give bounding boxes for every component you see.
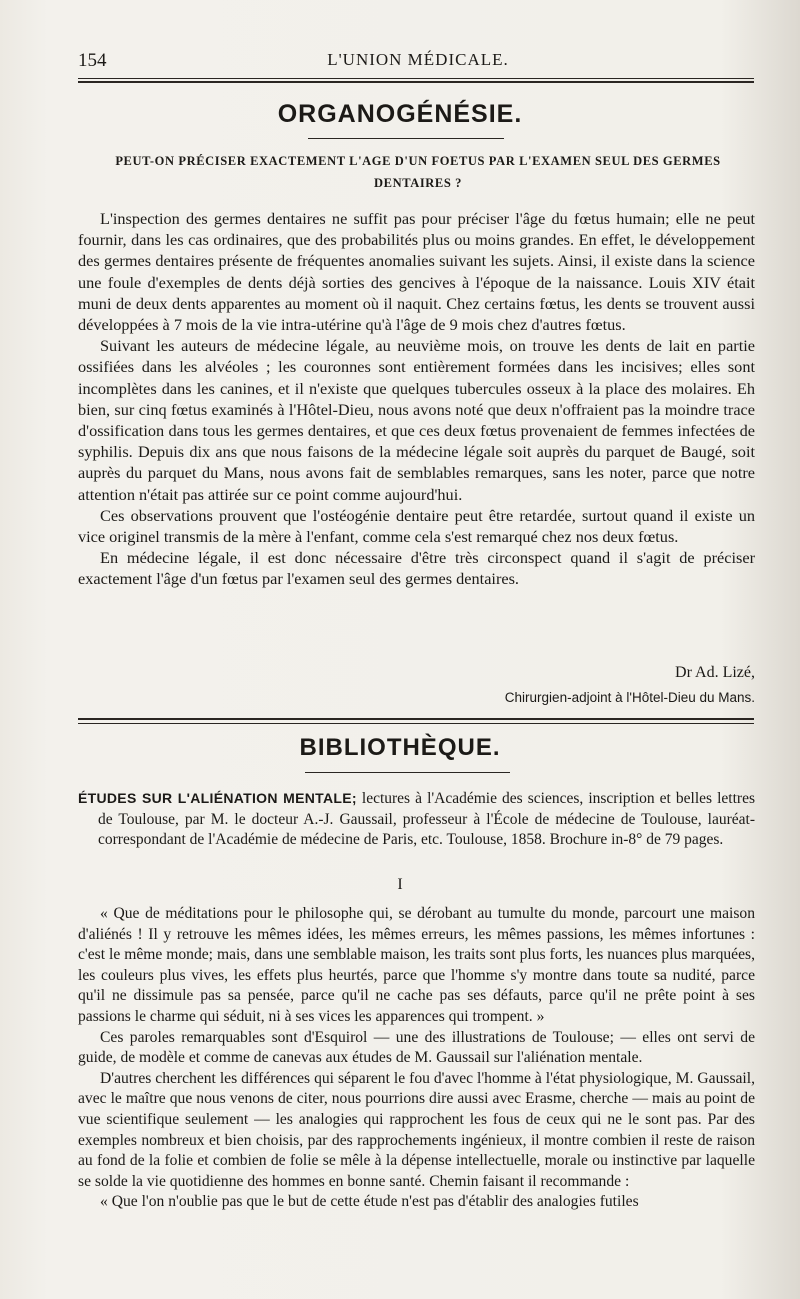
title-underline — [308, 138, 504, 139]
paragraph: En médecine légale, il est donc nécessaire d'être très circonspect quand il s'agit de préciser exactement l'âge d'un fœtus par l'examen seul des germes dentaires. — [78, 548, 755, 589]
paragraph: L'inspection des germes dentaires ne suffit pas pour préciser l'âge du fœtus humain; elle ne peut fournir, dans les cas ordinaires, que des probabilités plus ou moins grandes. En effet, le développement des germes dentaires présente de fréquentes anomalies suivant les sujets. Ainsi, il existe dans la science une foule d'exemples de dents déjà sorties des gencives à l'époque de la naissance. Louis XIV était muni de deux dents apparentes au moment où il naquit. Chez certains fœtus, les dents se trouvent aussi développées à 7 mois de la vie intra-utérine qu'à l'âge de 9 mois chez d'autres fœtus. — [78, 209, 755, 335]
paragraph: « Que l'on n'oublie pas que le but de cette étude n'est pas d'établir des analogies futiles — [100, 1193, 639, 1211]
running-title: L'UNION MÉDICALE. — [327, 50, 509, 69]
book-citation — [78, 788, 755, 851]
paragraph: Suivant les auteurs de médecine légale, au neuvième mois, on trouve les dents de lait en partie ossifiées dans les alvéoles ; les couronnes sont entièrement formées dans les incisives; elles sont incomplètes dans les canines, et il n'existe que quelques tubercules osseux à la place des molaires. Eh bien, sur cinq fœtus examinés à l'Hôtel-Dieu, nous avons noté que deux n'offraient pas la moindre trace d'ossification dans tous les germes dentaires, et que ces deux fœtus provenaient de femmes infectées de syphilis. Depuis dix ans que nous faisons de la médecine légale soit auprès du parquet de Baugé, soit auprès du parquet du Mans, nous avons fait de semblables remarques, sans les noter, parce que notre attention n'était pas attirée sur ce point comme aujourd'hui. — [78, 336, 755, 504]
author-signature: Dr Ad. Lizé, — [675, 664, 755, 681]
book-title: ÉTUDES SUR L'ALIÉNATION MENTALE; — [78, 790, 357, 806]
header-rule-thick — [78, 81, 754, 83]
page-header — [78, 44, 758, 76]
section-divider — [78, 718, 754, 720]
paragraph: Ces observations prouvent que l'ostéogénie dentaire peut être retardée, surtout quand il existe un vice originel transmis de la mère à l'enfant, comme cela s'est remarqué chez nos deux fœtus. — [78, 505, 755, 547]
paragraph: D'autres cherchent les différences qui séparent le fou d'avec l'homme à l'état physiologique, M. Gaussail, avec le maître que nous venons de citer, nous pourrions dire aussi avec Erasme, cherche — mais au point de vue scientifique seulement — les analogies qui rapprochent les fous de ceux qui ne le sont pas. Par des exemples nombreux et bien choisis, par des rapprochements ingénieux, il montre combien il reste de raison au fond de la folie et combien de folie se mêle à la dépense intellectuelle, morale ou instinctive par laquelle se solde la vie quotidienne des hommes en bonne santé. Chemin faisant il recommande : — [78, 1069, 755, 1190]
section-title-organogenesie: ORGANOGÉNÉSIE. — [277, 100, 523, 128]
paragraph: « Que de méditations pour le philosophe qui, se dérobant au tumulte du monde, parcourt une maison d'aliénés ! Il y retrouve les mêmes idées, les mêmes erreurs, les mêmes passions, les mêmes infortunes : c'est le même monde; mais, dans une semblable maison, les traits sont plus forts, les nuances plus marquées, les couleurs plus vives, les effets plus heurtés, parce que l'homme s'y montre dans toute sa nudité, parce qu'il ne dissimule pas sa pensée, parce qu'il ne cache pas ses défauts, parce qu'il ne prête point à ses passions le charme qui séduit, ni à ses vices les apparences qui trompent. » — [78, 905, 755, 1025]
author-title: Chirurgien-adjoint à l'Hôtel-Dieu du Mans. — [504, 690, 755, 705]
title-underline — [305, 772, 510, 773]
section-divider-thin — [78, 723, 754, 724]
part-numeral: I — [397, 876, 403, 893]
review-body — [78, 904, 755, 1213]
article-subheading: PEUT-ON PRÉCISER EXACTEMENT L'AGE D'UN FOETUS PAR L'EXAMEN SEUL DES GERMES DENTAIRES ? — [115, 154, 721, 190]
book-reference — [78, 788, 755, 851]
article-body — [78, 208, 755, 590]
page-number: 154 — [78, 50, 107, 71]
header-rule — [78, 78, 754, 79]
section-title-bibliotheque: BIBLIOTHÈQUE. — [299, 734, 501, 761]
book-details: lectures à l'Académie des sciences, inscription et belles lettres de Toulouse, par M. le docteur A.-J. Gaussail, professeur à l'École de médecine de Toulouse, lauréat-correspondant de l'Académie de médecine de Paris, etc. Toulouse, 1858. Brochure in-8° de 79 pages. — [98, 790, 755, 848]
paragraph: Ces paroles remarquables sont d'Esquirol — une des illustrations de Toulouse; — elles ont servi de guide, de modèle et comme de canevas aux études de M. Gaussail sur l'aliénation mentale. — [78, 1028, 755, 1067]
